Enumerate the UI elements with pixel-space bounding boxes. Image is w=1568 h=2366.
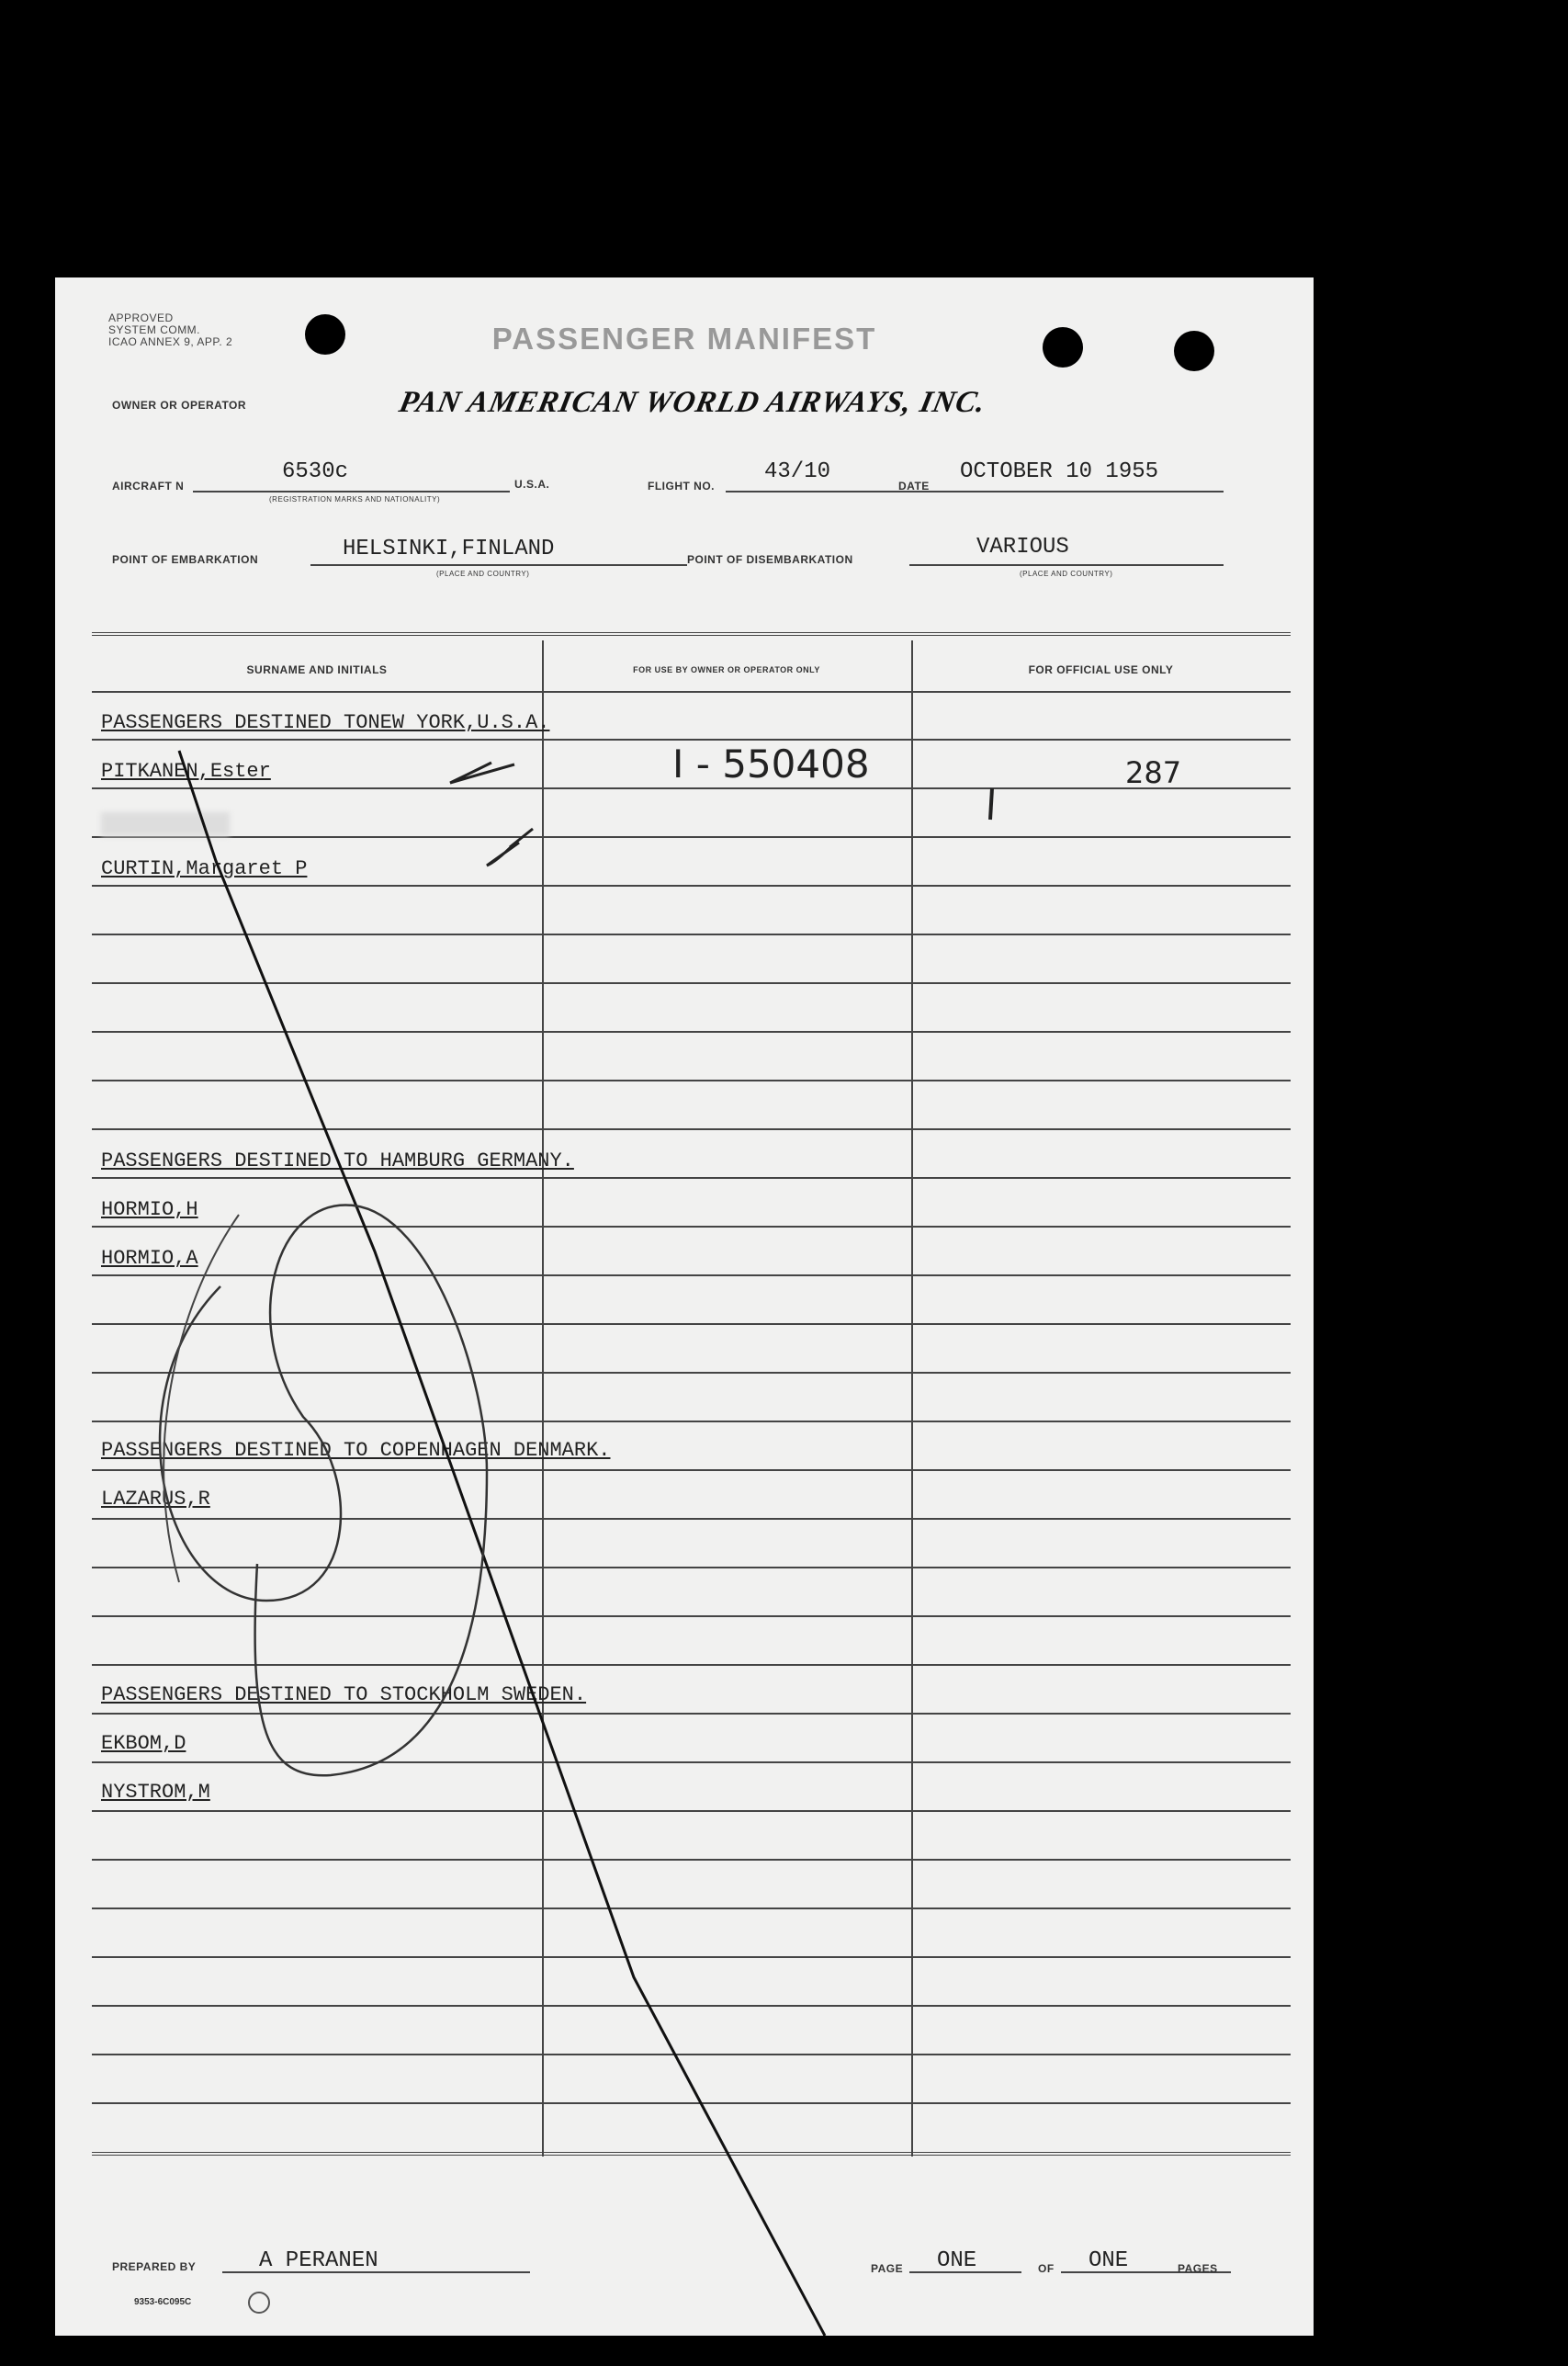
- prepared-value: A PERANEN: [259, 2248, 378, 2273]
- table-header-rule: [92, 691, 1291, 693]
- checkmark-icon: [450, 763, 514, 783]
- table-row-rule: [92, 1956, 1291, 1958]
- embark-value: HELSINKI,FINLAND: [343, 537, 555, 561]
- operator-reference: I - 550408: [672, 741, 870, 787]
- table-row-rule: [92, 1177, 1291, 1179]
- list-item: [101, 1488, 210, 1511]
- owner-label: OWNER OR OPERATOR: [112, 399, 247, 412]
- handwritten-marks: [55, 277, 1314, 2336]
- passenger-name: HORMIO,H: [101, 1198, 198, 1221]
- form-title: PASSENGER MANIFEST: [491, 322, 877, 356]
- table-row-rule: [92, 1664, 1291, 1666]
- table-row-rule: [92, 836, 1291, 838]
- table-row-rule: [92, 1323, 1291, 1325]
- table-row-rule: [92, 1421, 1291, 1422]
- of-label: OF: [1038, 2262, 1055, 2275]
- checkmark-icon: [487, 829, 533, 866]
- date-underline: [937, 491, 1224, 492]
- handwritten-stroke: [990, 788, 992, 820]
- table-row-rule: [92, 1908, 1291, 1909]
- table-row-rule: [92, 1274, 1291, 1276]
- table-row-rule: [92, 1080, 1291, 1081]
- disembark-value: VARIOUS: [976, 535, 1069, 560]
- passenger-name: LAZARUS,R: [101, 1488, 210, 1511]
- table-row-rule: [92, 1031, 1291, 1033]
- table-row-rule: [92, 1859, 1291, 1861]
- date-value: OCTOBER 10 1955: [960, 459, 1159, 484]
- passenger-name: PITKANEN,Ester: [101, 760, 271, 783]
- aircraft-underline: [193, 491, 510, 492]
- list-item: [101, 1198, 198, 1221]
- official-number: 287: [1125, 755, 1182, 790]
- list-item: [101, 1149, 574, 1172]
- destination-heading: PASSENGERS DESTINED TO STOCKHOLM SWEDEN.: [101, 1683, 587, 1706]
- table-bottom-rule: [92, 2152, 1291, 2156]
- page-label: PAGE: [871, 2262, 904, 2275]
- disembark-underline: [909, 564, 1224, 566]
- table-row-rule: [92, 1713, 1291, 1715]
- column-divider: [542, 640, 544, 2157]
- table-row-rule: [92, 1128, 1291, 1130]
- table-row-rule: [92, 2102, 1291, 2104]
- redacted-entry: [101, 812, 230, 836]
- flight-value: 43/10: [764, 459, 831, 484]
- table-row-rule: [92, 1469, 1291, 1471]
- date-label: DATE: [898, 480, 930, 492]
- table-row-rule: [92, 885, 1291, 887]
- list-item: [101, 1781, 210, 1804]
- destination-heading: PASSENGERS DESTINED TO COPENHAGEN DENMARK.: [101, 1439, 611, 1462]
- table-row-rule: [92, 1761, 1291, 1763]
- table-row-rule: [92, 1372, 1291, 1374]
- page-value: ONE: [937, 2248, 977, 2273]
- list-item: [101, 1247, 198, 1270]
- table-row-rule: [92, 934, 1291, 935]
- column-divider: [911, 640, 913, 2157]
- disembark-caption: (PLACE AND COUNTRY): [1020, 570, 1113, 578]
- embark-caption: (PLACE AND COUNTRY): [436, 570, 530, 578]
- list-item: [101, 1732, 186, 1755]
- list-item: [101, 760, 271, 783]
- passenger-name: HORMIO,A: [101, 1247, 198, 1270]
- hand-scribble: [164, 1215, 239, 1582]
- table-row-rule: [92, 982, 1291, 984]
- table-row-rule: [92, 1615, 1291, 1617]
- embark-label: POINT OF EMBARKATION: [112, 553, 259, 566]
- table-row-rule: [92, 787, 1291, 789]
- manifest-form: [55, 277, 1314, 2336]
- aircraft-label: AIRCRAFT N: [112, 480, 185, 492]
- table-row-rule: [92, 1518, 1291, 1520]
- table-row-rule: [92, 1567, 1291, 1568]
- embark-underline: [310, 564, 687, 566]
- pages-label: PAGES: [1178, 2262, 1218, 2275]
- table-top-rule: [92, 632, 1291, 636]
- approval-line: ICAO ANNEX 9, APP. 2: [108, 335, 233, 348]
- list-item: [101, 1439, 611, 1462]
- list-item: [101, 711, 549, 734]
- column-header-surname: SURNAME AND INITIALS: [246, 663, 388, 676]
- flight-label: FLIGHT NO.: [648, 480, 715, 492]
- column-header-operator: FOR USE BY OWNER OR OPERATOR ONLY: [633, 665, 820, 674]
- table-row-rule: [92, 2005, 1291, 2007]
- table-row-rule: [92, 739, 1291, 741]
- destination-heading: PASSENGERS DESTINED TONEW YORK,U.S.A.: [101, 711, 550, 734]
- disembark-label: POINT OF DISEMBARKATION: [687, 553, 853, 566]
- pages-value: ONE: [1089, 2248, 1129, 2273]
- table-row-rule: [92, 1810, 1291, 1812]
- passenger-name: CURTIN,Margaret P: [101, 857, 308, 880]
- form-number: 9353-6C095C: [134, 2297, 192, 2307]
- owner-value: PAN AMERICAN WORLD AIRWAYS, INC.: [396, 386, 989, 419]
- list-item: [101, 857, 307, 880]
- table-row-rule: [92, 1226, 1291, 1228]
- union-bug-icon: [248, 2292, 270, 2314]
- column-header-official: FOR OFFICIAL USE ONLY: [1028, 663, 1174, 676]
- approval-line: APPROVED: [108, 311, 174, 324]
- destination-heading: PASSENGERS DESTINED TO HAMBURG GERMANY.: [101, 1149, 574, 1172]
- passenger-name: EKBOM,D: [101, 1732, 186, 1755]
- passenger-name: NYSTROM,M: [101, 1781, 210, 1804]
- approval-suffix: COMM.: [160, 323, 201, 336]
- list-item: [101, 1683, 586, 1706]
- approval-line: SYSTEM: [108, 323, 157, 336]
- table-row-rule: [92, 2054, 1291, 2055]
- prepared-label: PREPARED BY: [112, 2260, 197, 2273]
- aircraft-caption: (REGISTRATION MARKS AND NATIONALITY): [269, 495, 441, 504]
- aircraft-value: 6530c: [282, 459, 349, 484]
- cancellation-line: [179, 751, 825, 2336]
- usa-label: U.S.A.: [514, 478, 550, 491]
